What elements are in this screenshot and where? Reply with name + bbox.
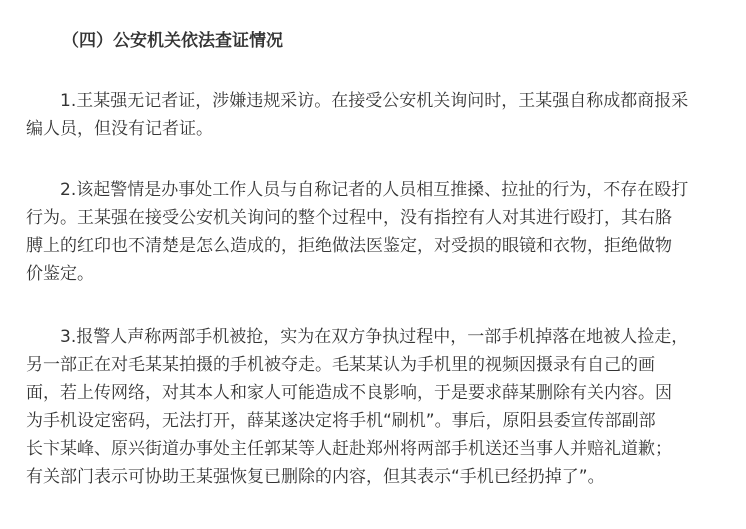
paragraph-2 bbox=[0, 176, 746, 288]
paragraph-line: 2.该起警情是办事处工作人员与自称记者的人员相互推搡、拉扯的行为，不存在殴打 bbox=[60, 180, 689, 200]
paragraph-line: 膊上的红印也不清楚是怎么造成的，拒绝做法医鉴定，对受损的眼镜和衣物，拒绝做物 bbox=[26, 236, 672, 256]
paragraph-line: 1.王某强无记者证，涉嫌违规采访。在接受公安机关询问时，王某强自称成都商报采 bbox=[60, 91, 689, 111]
paragraph-3 bbox=[0, 323, 746, 491]
paragraph-1 bbox=[0, 87, 746, 143]
paragraph-line: 编人员，但没有记者证。 bbox=[26, 119, 213, 139]
section-heading: （四）公安机关依法查证情况 bbox=[62, 31, 283, 51]
paragraph-line: 有关部门表示可协助王某强恢复已删除的内容，但其表示“手机已经扔掉了”。 bbox=[26, 467, 605, 487]
paragraph-line: 3.报警人声称两部手机被抢，实为在双方争执过程中，一部手机掉落在地被人捡走， bbox=[60, 327, 689, 347]
paragraph-line: 为手机设定密码，无法打开，薛某遂决定将手机“刷机”。事后，原阳县委宣传部副部 bbox=[26, 411, 656, 431]
paragraph-line: 行为。王某强在接受公安机关询问的整个过程中，没有指控有人对其进行殴打，其右胳 bbox=[26, 208, 672, 228]
paragraph-line: 价鉴定。 bbox=[26, 264, 94, 284]
paragraph-line: 另一部正在对毛某某拍摄的手机被夺走。毛某某认为手机里的视频因摄录有自己的画 bbox=[26, 355, 655, 375]
paragraph-line: 长卞某峰、原兴街道办事处主任郭某等人赶赴郑州将两部手机送还当事人并赔礼道歉； bbox=[26, 439, 672, 459]
paragraph-line: 面，若上传网络，对其本人和家人可能造成不良影响，于是要求薛某删除有关内容。因 bbox=[26, 383, 672, 403]
